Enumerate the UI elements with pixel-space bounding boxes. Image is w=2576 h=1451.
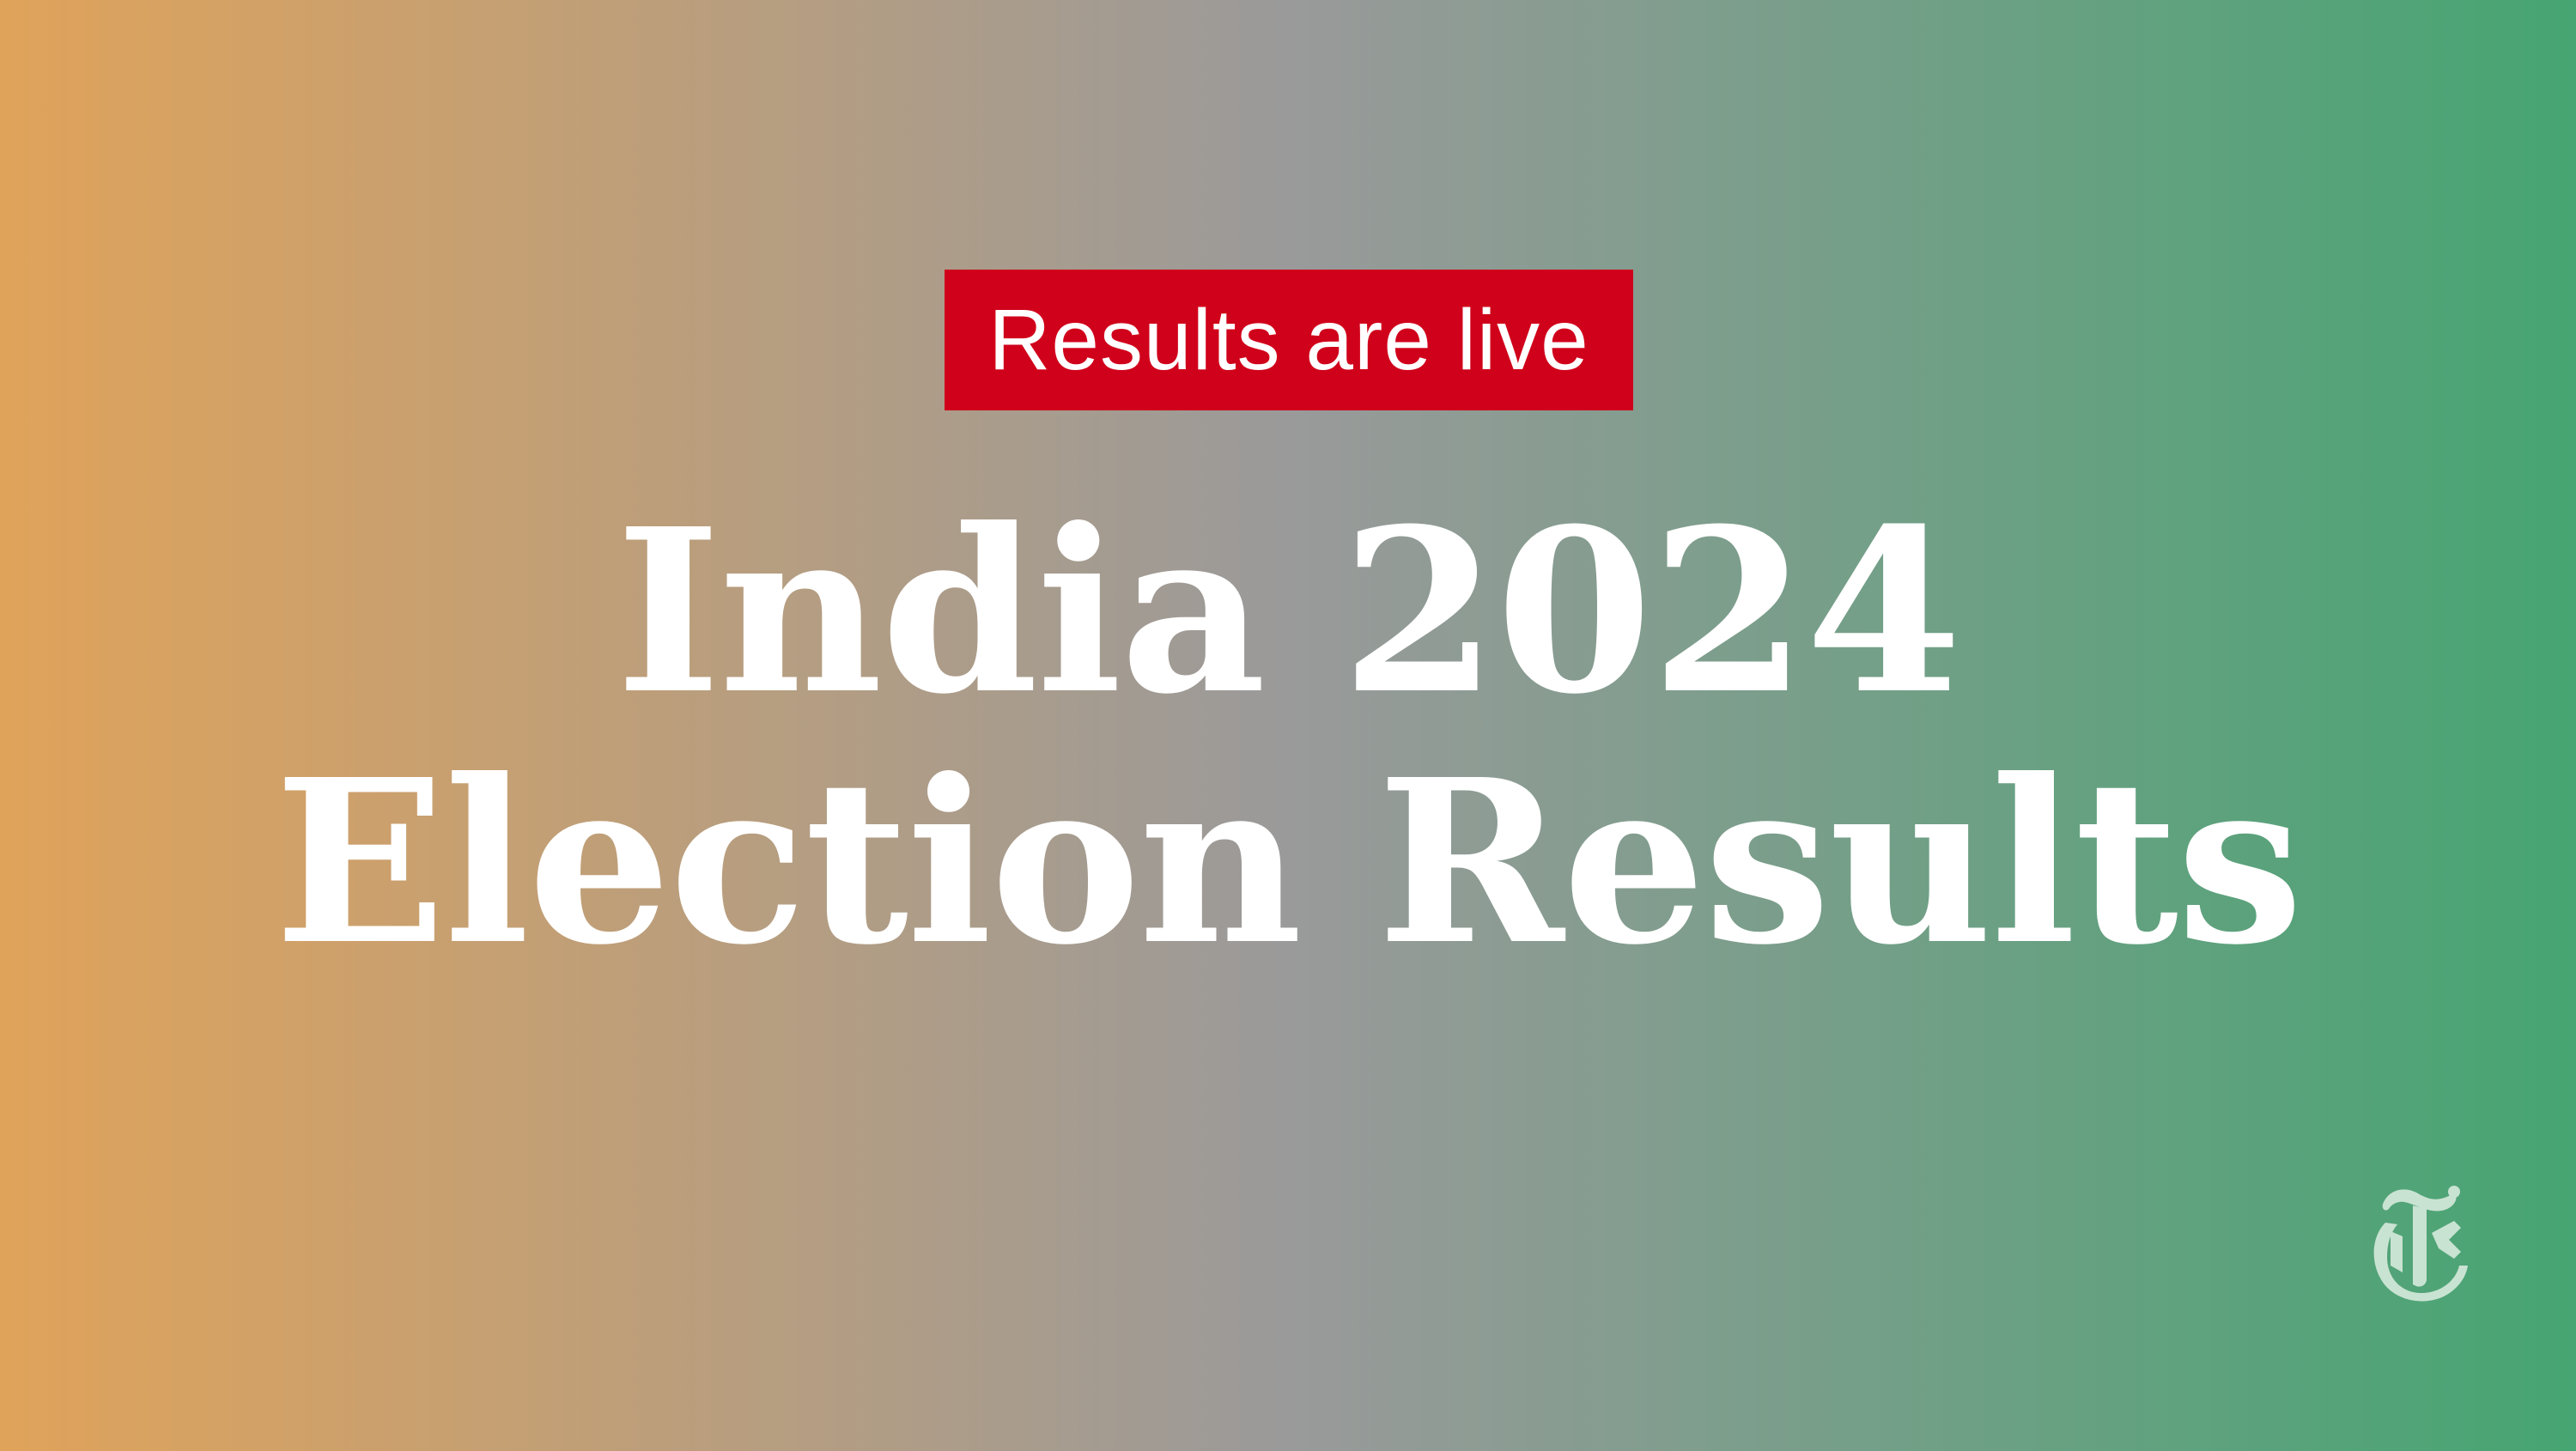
results-live-badge-label: Results are live xyxy=(988,291,1589,388)
nyt-logo-icon xyxy=(2365,1183,2473,1307)
page-title xyxy=(0,479,2576,994)
title-line-2: Election Results xyxy=(274,730,2302,994)
results-live-badge xyxy=(945,270,1633,410)
title-line-1: India 2024 xyxy=(616,479,1960,744)
nyt-t-logo-icon xyxy=(2365,1183,2473,1307)
